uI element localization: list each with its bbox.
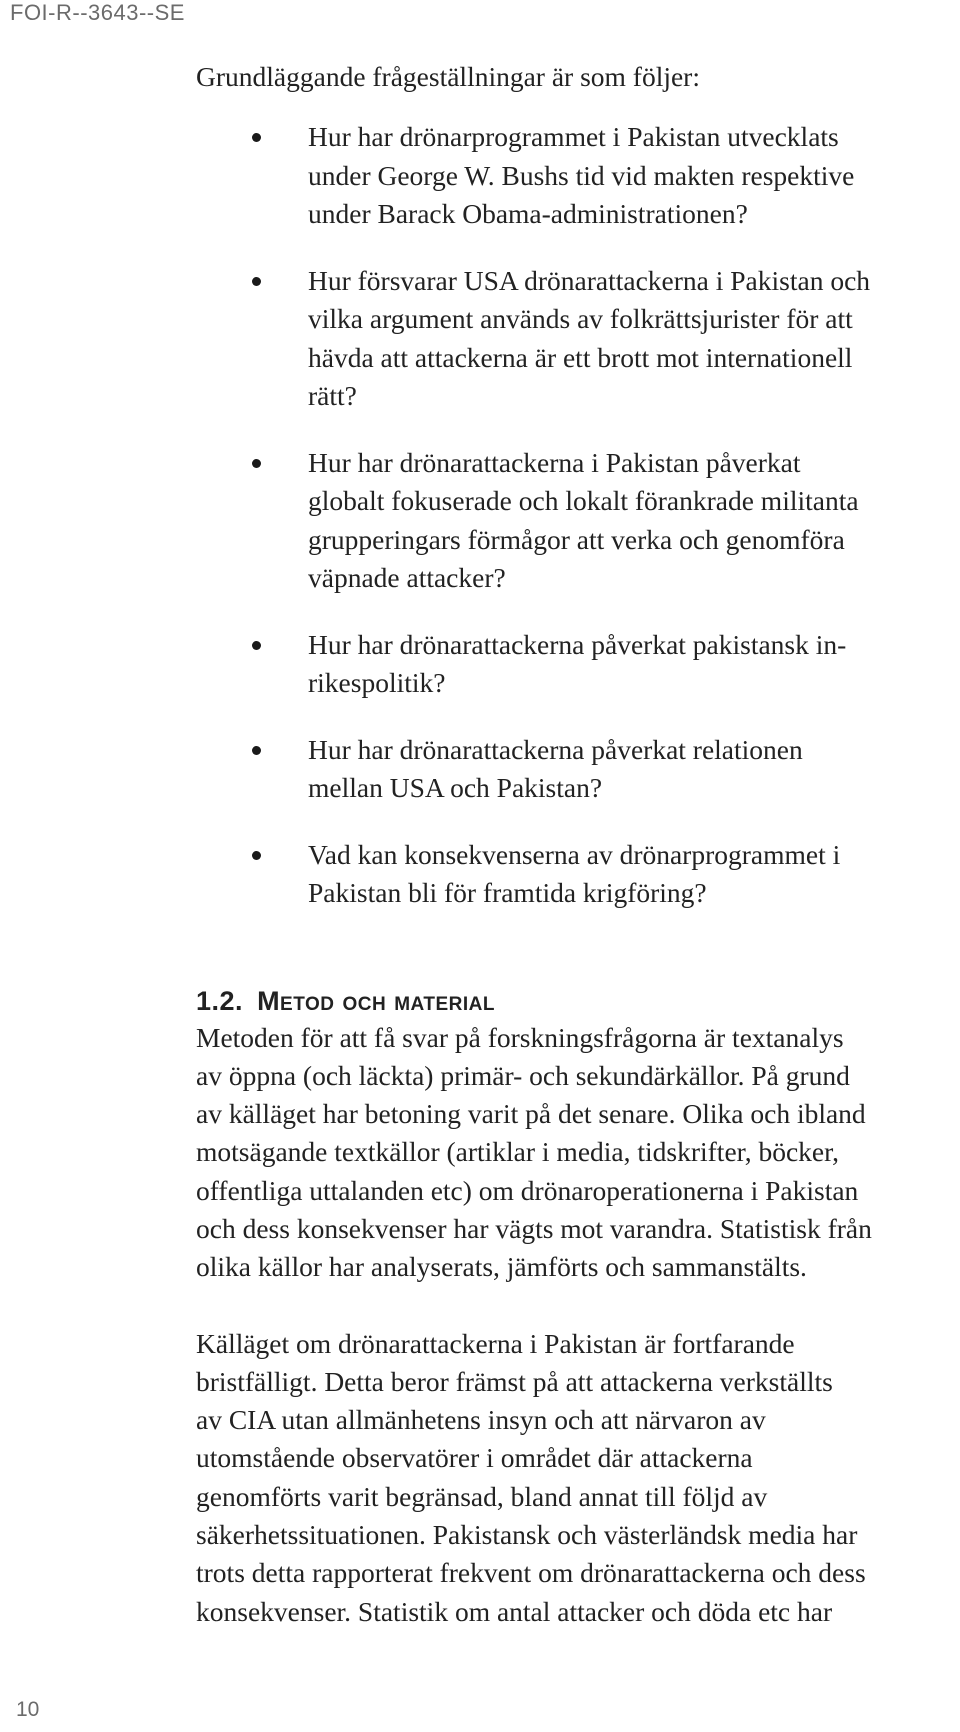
bullet-icon	[252, 851, 261, 860]
page-content	[196, 58, 956, 1631]
question-text: Vad kan konsekvenserna av drönarprogrammet i Pakistan bli för framtida krigföring?	[308, 838, 841, 908]
list-item	[196, 626, 956, 703]
body-paragraph: Källäget om drönarattackerna i Pakistan är fortfarande bristfälligt. Detta beror främst på att attackerna verkställts av CIA utan allmänhetens insyn och att närvaron av utomstående observatörer i området där attackerna genomförts varit begränsad, bland annat till följd av säkerhetssituationen. Pakistansk och västerländsk media har trots detta rapporterat frekvent om drönarattackerna och dess konsekvenser. Statistik om antal attacker och döda etc har	[196, 1327, 866, 1627]
question-text: Hur har drönarattackerna i Pakistan påverkat globalt fokuserade och lokalt förankrade militanta grupperingars förmågor att verka och genomföra väpnade attacker?	[308, 446, 859, 593]
research-questions-list	[196, 118, 956, 913]
bullet-icon	[252, 746, 261, 755]
question-text: Hur försvarar USA drönarattackerna i Pakistan och vilka argument används av folkrättsjurister för att hävda att attackerna är ett brott mot internationell rätt?	[308, 264, 871, 411]
list-item	[196, 836, 956, 913]
section-number: 1.2.	[196, 985, 244, 1016]
question-text: Hur har drönarprogrammet i Pakistan utvecklats under George W. Bushs tid vid makten respektive under Barack Obama-administrationen?	[308, 121, 855, 229]
question-text: Hur har drönarattackerna påverkat relationen mellan USA och Pakistan?	[308, 733, 803, 803]
question-text: Hur har drönarattackerna påverkat pakistansk in- rikespolitik?	[308, 628, 847, 698]
report-id: FOI-R--3643--SE	[10, 0, 185, 25]
body-paragraph: Metoden för att få svar på forskningsfrågorna är textanalys av öppna (och läckta) primär- och sekundärkällor. På grund av källäget har betoning varit på det senare. Olika och ibland motsägande textkällor (artiklar i media, tidskrifter, böcker, offentliga uttalanden etc) om drönaroperationerna i Pakistan och dess konsekvenser har vägts mot varandra. Statistisk från olika källor har analyserats, jämförts och sammanstälts.	[196, 1021, 872, 1283]
list-item	[196, 118, 956, 234]
section-title: Metod och material	[257, 985, 495, 1016]
bullet-icon	[252, 641, 261, 650]
section-heading	[196, 983, 956, 1019]
bullet-icon	[252, 277, 261, 286]
bullet-icon	[252, 459, 261, 468]
list-item	[196, 731, 956, 808]
intro-text: Grundläggande frågeställningar är som följer:	[196, 61, 700, 92]
list-item	[196, 262, 956, 416]
bullet-icon	[252, 133, 261, 142]
page-number: 10	[16, 1698, 40, 1721]
list-item	[196, 444, 956, 598]
